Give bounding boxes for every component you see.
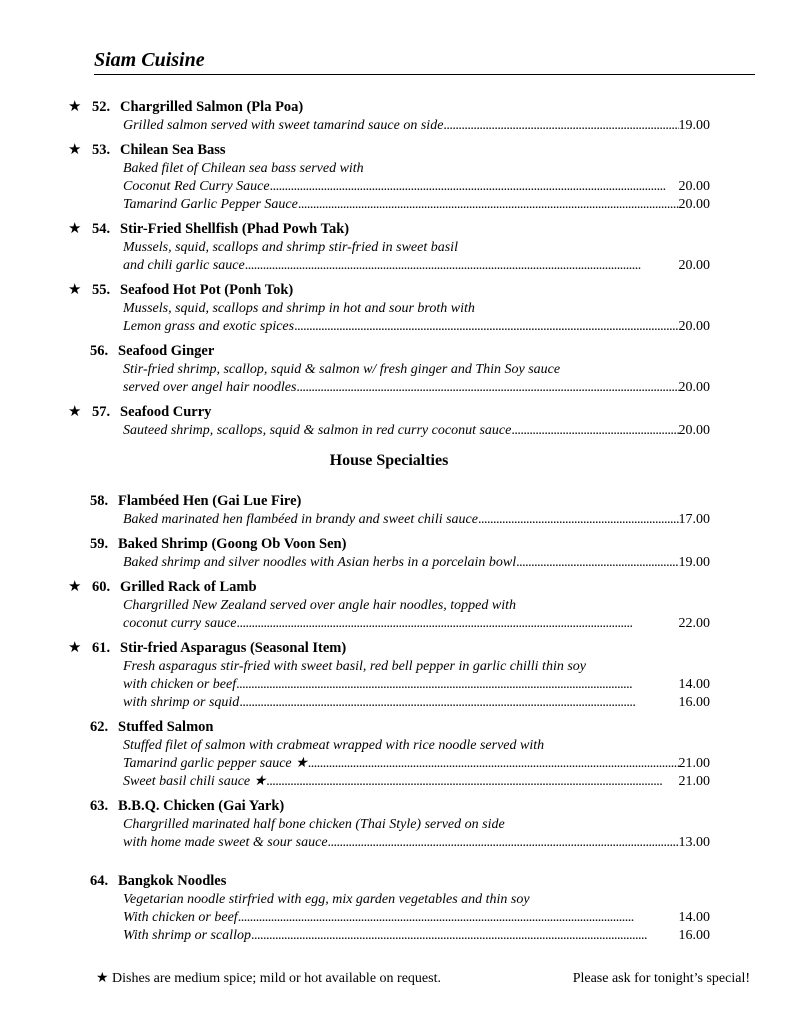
price-line (68, 615, 710, 633)
menu-item-description: with shrimp or squid (123, 695, 240, 710)
menu-item-header (68, 797, 710, 816)
section-title: House Specialties (329, 452, 449, 469)
menu-item-description: Sauteed shrimp, scallops, squid & salmon in red curry coconut sauce (123, 423, 512, 438)
menu-item-number: 55. (92, 282, 111, 298)
special-note: Please ask for tonight’s special! (572, 971, 750, 986)
price-line (68, 773, 710, 791)
menu-list (68, 98, 710, 951)
menu-item (68, 492, 710, 529)
menu-item-price: 21.00 (678, 756, 710, 771)
menu-item-price: 20.00 (678, 197, 710, 212)
menu-item-name: Seafood Hot Pot (Ponh Tok) (120, 282, 294, 298)
star-icon: ★ (68, 404, 82, 420)
menu-item-description: Chargrilled marinated half bone chicken (Thai Style) served on side (123, 817, 505, 832)
menu-item-header (68, 872, 710, 891)
menu-item-description: Fresh asparagus stir-fried with sweet basil, red bell pepper in garlic chilli thin soy (123, 659, 586, 674)
restaurant-title: Siam Cuisine (94, 49, 205, 71)
spacer (68, 858, 710, 872)
price-line (68, 755, 710, 773)
menu-item-price: 17.00 (678, 512, 710, 527)
price-line (68, 676, 710, 694)
dot-leader (328, 834, 679, 852)
menu-item (68, 220, 710, 275)
menu-item-description: With chicken or beef (123, 910, 238, 925)
menu-item-number: 57. (92, 404, 111, 420)
menu-item-price: 21.00 (678, 774, 710, 789)
menu-item-description: Tamarind Garlic Pepper Sauce (123, 197, 298, 212)
menu-item-price: 20.00 (678, 319, 710, 334)
price-line (68, 178, 710, 196)
star-icon: ★ (68, 579, 82, 595)
menu-item (68, 98, 710, 135)
menu-item-number: 59. (90, 536, 109, 552)
price-line (68, 927, 710, 945)
menu-item-number: 52. (92, 99, 111, 115)
dot-leader (245, 257, 679, 275)
price-line (68, 909, 710, 927)
menu-item-description: Mussels, squid, scallops and shrimp stir-fried in sweet basil (123, 240, 458, 255)
menu-item-description: With shrimp or scallop (123, 928, 251, 943)
dot-leader (266, 773, 678, 791)
dot-leader (294, 318, 678, 336)
dot-leader (239, 694, 678, 712)
menu-item-description: Tamarind garlic pepper sauce ★ (123, 756, 308, 771)
menu-item-price: 19.00 (678, 555, 710, 570)
menu-item (68, 718, 710, 791)
menu-item-name: Stir-fried Asparagus (Seasonal Item) (120, 640, 347, 656)
menu-item-description: with chicken or beef (123, 677, 237, 692)
dot-leader (443, 117, 678, 135)
menu-item-description: Chargrilled New Zealand served over angle hair noodles, topped with (123, 598, 517, 613)
menu-item-description: and chili garlic sauce (123, 258, 245, 273)
dot-leader (236, 676, 678, 694)
price-line (68, 834, 710, 852)
menu-item (68, 872, 710, 945)
menu-item-price: 22.00 (678, 616, 710, 631)
dot-leader (308, 755, 679, 773)
menu-item (68, 403, 710, 440)
price-line (68, 554, 710, 572)
menu-item-number: 53. (92, 142, 111, 158)
dot-leader (516, 554, 678, 572)
menu-item (68, 141, 710, 214)
menu-item-description: coconut curry sauce (123, 616, 237, 631)
star-icon: ★ (68, 99, 82, 115)
dot-leader (237, 615, 679, 633)
dot-leader (251, 927, 679, 945)
menu-item-price: 20.00 (678, 258, 710, 273)
menu-item-number: 63. (90, 798, 109, 814)
menu-item-description: Stir-fried shrimp, scallop, squid & salmon w/ fresh ginger and Thin Soy sauce (123, 362, 561, 377)
menu-item-description: Stuffed filet of salmon with crabmeat wrapped with rice noodle served with (123, 738, 545, 753)
menu-item-price: 20.00 (678, 380, 710, 395)
menu-item-header (68, 342, 710, 361)
menu-item-price: 19.00 (678, 118, 710, 133)
dot-leader (238, 909, 679, 927)
menu-item-number: 54. (92, 221, 111, 237)
menu-item-name: Grilled Rack of Lamb (120, 579, 257, 595)
star-icon: ★ (68, 142, 82, 158)
menu-item-header (68, 718, 710, 737)
menu-item-name: Baked Shrimp (Goong Ob Voon Sen) (118, 536, 347, 552)
house-specialties-items (68, 492, 710, 945)
page-footer (96, 970, 756, 988)
seafood-items (68, 98, 710, 440)
menu-item (68, 639, 710, 712)
menu-item-description: Vegetarian noodle stirfried with egg, mix garden vegetables and thin soy (123, 892, 530, 907)
menu-item-description: Baked filet of Chilean sea bass served with (123, 161, 364, 176)
menu-item-number: 60. (92, 579, 111, 595)
menu-item-header (68, 281, 710, 300)
menu-item-description: Baked marinated hen flambéed in brandy and sweet chili sauce (123, 512, 478, 527)
menu-item-header (68, 220, 710, 239)
menu-item-name: B.B.Q. Chicken (Gai Yark) (118, 798, 285, 814)
menu-item-number: 61. (92, 640, 111, 656)
dot-leader (478, 511, 679, 529)
menu-item-header (68, 492, 710, 511)
menu-item-name: Stir-Fried Shellfish (Phad Powh Tak) (120, 221, 350, 237)
dot-leader (296, 379, 678, 397)
menu-item-name: Seafood Curry (120, 404, 212, 420)
menu-item-name: Chargrilled Salmon (Pla Poa) (120, 99, 304, 115)
price-line (68, 379, 710, 397)
menu-item-header (68, 578, 710, 597)
menu-item-description: Sweet basil chili sauce ★ (123, 774, 267, 789)
menu-item-name: Stuffed Salmon (118, 719, 214, 735)
menu-item (68, 578, 710, 633)
menu-item-price: 20.00 (678, 179, 710, 194)
menu-item-name: Seafood Ginger (118, 343, 215, 359)
price-line (68, 117, 710, 135)
menu-item-name: Bangkok Noodles (118, 873, 227, 889)
menu-item-description: served over angel hair noodles (123, 380, 297, 395)
menu-item (68, 797, 710, 852)
menu-item-description: Lemon grass and exotic spices (123, 319, 295, 334)
menu-item-description: Baked shrimp and silver noodles with Asian herbs in a porcelain bowl (123, 555, 517, 570)
dot-leader (298, 196, 679, 214)
menu-item-description: Mussels, squid, scallops and shrimp in hot and sour broth with (123, 301, 475, 316)
dot-leader (270, 178, 679, 196)
price-line (68, 196, 710, 214)
price-line (68, 511, 710, 529)
menu-item-number: 58. (90, 493, 109, 509)
menu-item (68, 535, 710, 572)
menu-item (68, 342, 710, 397)
menu-item-description: Grilled salmon served with sweet tamarind sauce on side (123, 118, 444, 133)
menu-item-header (68, 639, 710, 658)
star-icon: ★ (68, 221, 82, 237)
menu-item-price: 16.00 (678, 695, 710, 710)
menu-item-header (68, 98, 710, 117)
menu-item-name: Chilean Sea Bass (120, 142, 226, 158)
menu-item-name: Flambéed Hen (Gai Lue Fire) (118, 493, 302, 509)
price-line (68, 422, 710, 440)
star-icon: ★ (68, 282, 82, 298)
price-line (68, 318, 710, 336)
menu-item-number: 62. (90, 719, 109, 735)
page-header (94, 48, 755, 75)
menu-item-price: 20.00 (678, 423, 710, 438)
menu-item-number: 64. (90, 873, 109, 889)
menu-item-description: Coconut Red Curry Sauce (123, 179, 270, 194)
dot-leader (511, 422, 678, 440)
menu-item-description: with home made sweet & sour sauce (123, 835, 328, 850)
menu-item (68, 281, 710, 336)
star-icon: ★ (68, 640, 82, 656)
price-line (68, 257, 710, 275)
price-line (68, 694, 710, 712)
menu-item-price: 13.00 (678, 835, 710, 850)
menu-item-header (68, 403, 710, 422)
menu-item-price: 16.00 (678, 928, 710, 943)
menu-item-header (68, 141, 710, 160)
menu-item-number: 56. (90, 343, 109, 359)
spice-note: ★ Dishes are medium spice; mild or hot available on request. (96, 971, 441, 986)
menu-item-price: 14.00 (678, 677, 710, 692)
menu-item-header (68, 535, 710, 554)
menu-item-price: 14.00 (678, 910, 710, 925)
